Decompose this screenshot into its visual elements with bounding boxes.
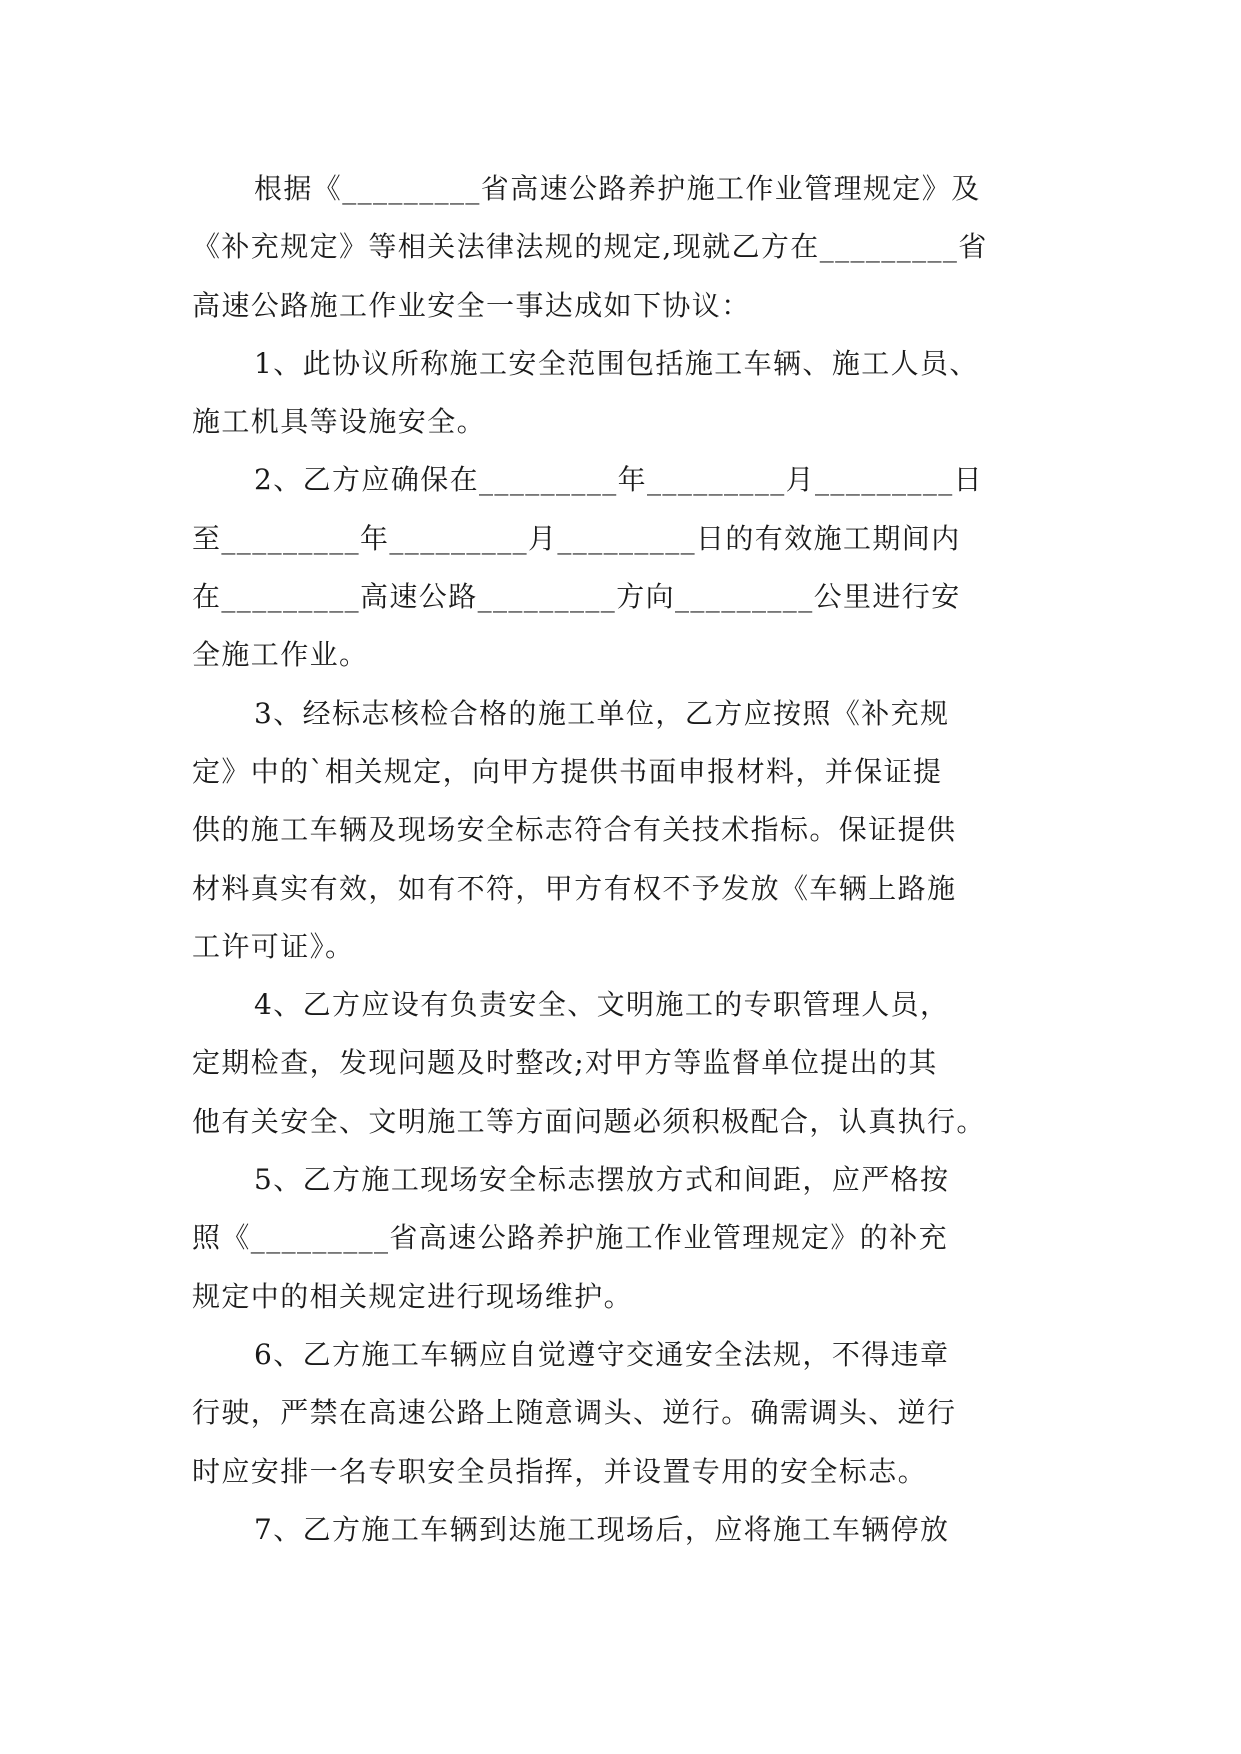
text-line: 7、乙方施工车辆到达施工现场后，应将施工车辆停放 (254, 1512, 950, 1546)
text-line: 全施工作业。 (192, 638, 369, 672)
text-line: 高速公路施工作业安全一事达成如下协议： (192, 288, 751, 322)
text-line: 2、乙方应确保在_________年_________月_________日 (254, 463, 984, 497)
text-line: 照《_________省高速公路养护施工作业管理规定》的补充 (192, 1221, 949, 1255)
text-line: 《补充规定》等相关法律法规的规定,现就乙方在_________省 (192, 230, 988, 264)
text-line: 供的施工车辆及现场安全标志符合有关技术指标。保证提供 (192, 813, 957, 847)
text-line: 定期检查，发现问题及时整改;对甲方等监督单位提出的其 (192, 1046, 938, 1080)
text-line: 时应安排一名专职安全员指挥，并设置专用的安全标志。 (192, 1454, 928, 1488)
text-line: 工许可证》。 (192, 929, 355, 963)
text-line: 4、乙方应设有负责安全、文明施工的专职管理人员， (254, 988, 950, 1022)
text-line: 5、乙方施工现场安全标志摆放方式和间距，应严格按 (254, 1163, 950, 1197)
text-line: 至_________年_________月_________日的有效施工期间内 (192, 521, 961, 555)
text-line: 施工机具等设施安全。 (192, 405, 487, 439)
text-line: 定》中的`相关规定，向甲方提供书面申报材料，并保证提 (192, 754, 943, 788)
text-line: 6、乙方施工车辆应自觉遵守交通安全法规，不得违章 (254, 1337, 950, 1371)
text-line: 规定中的相关规定进行现场维护。 (192, 1279, 634, 1313)
text-line: 他有关安全、文明施工等方面问题必须积极配合，认真执行。 (192, 1104, 986, 1138)
agreement-body (192, 160, 1054, 1559)
text-line: 在_________高速公路_________方向_________公里进行安 (192, 580, 961, 614)
text-line: 材料真实有效，如有不符，甲方有权不予发放《车辆上路施 (192, 871, 957, 905)
text-line: 行驶，严禁在高速公路上随意调头、逆行。确需调头、逆行 (192, 1396, 957, 1430)
text-line: 3、经标志核检合格的施工单位，乙方应按照《补充规 (254, 696, 950, 730)
text-line: 根据《_________省高速公路养护施工作业管理规定》及 (254, 172, 981, 205)
text-line: 1、此协议所称施工安全范围包括施工车辆、施工人员、 (254, 346, 979, 380)
